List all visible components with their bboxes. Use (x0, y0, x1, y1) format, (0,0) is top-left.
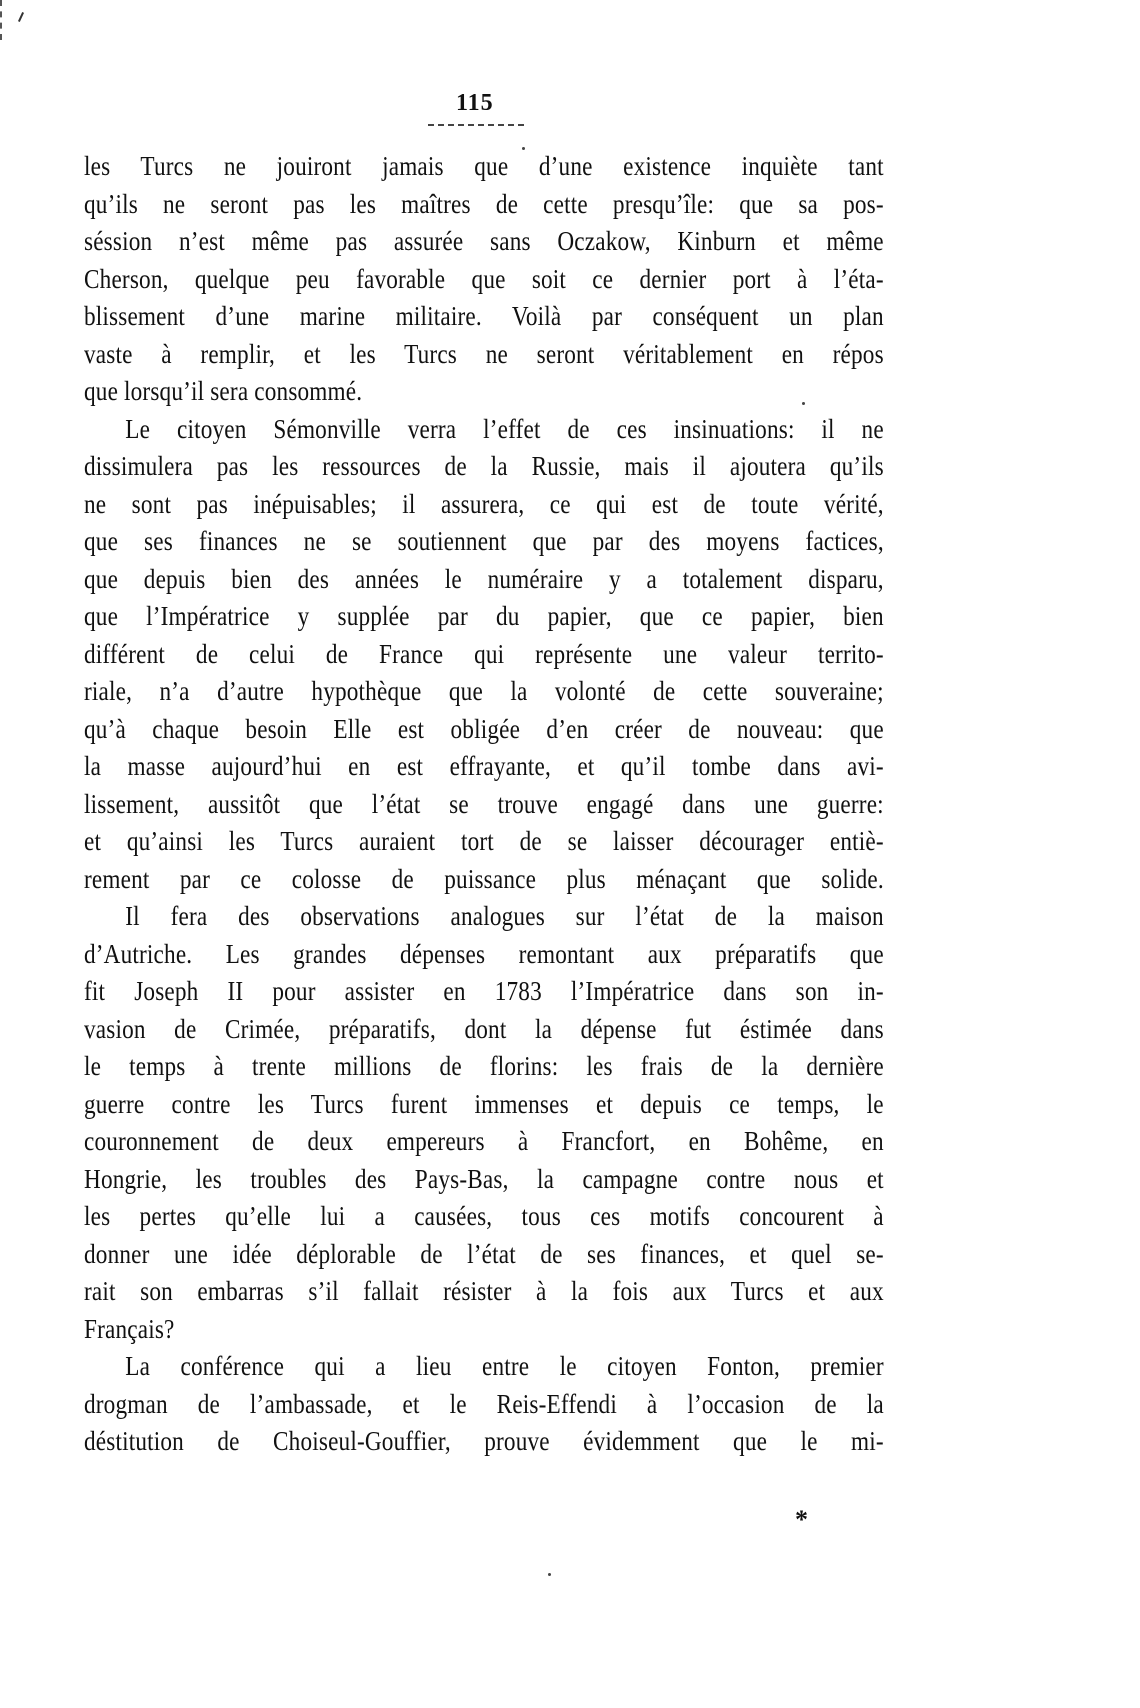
paragraph-start-line: La conférence qui a lieu entre le citoyen Fonton, premier (125, 1351, 884, 1381)
text-line: les pertes qu’elle lui a causées, tous ces motifs concourent à (84, 1201, 884, 1231)
page-number: 115 (456, 90, 494, 116)
text-line: d’Autriche. Les grandes dépenses remontant aux préparatifs que (84, 938, 884, 969)
scan-speck (522, 147, 525, 150)
text-line: guerre contre les Turcs furent immenses et depuis ce temps, le (84, 1088, 884, 1119)
scan-speck (548, 1573, 551, 1576)
text-line: Cherson, quelque peu favorable que soit ce dernier port à l’éta- (84, 263, 884, 294)
scan-edge-artifact (0, 0, 6, 40)
text-line: lissement, aussitôt que l’état se trouve engagé dans une guerre: (84, 788, 884, 819)
text-line: rement par ce colosse de puissance plus ménaçant que solide. (84, 863, 884, 894)
header-rule (428, 124, 524, 126)
text-line: rait son embarras s’il fallait résister à la fois aux Turcs et aux (84, 1276, 884, 1306)
text-line: séssion n’est même pas assurée sans Oczakow, Kinburn et même (84, 226, 884, 256)
text-line: blissement d’une marine militaire. Voilà par conséquent un plan (84, 301, 884, 331)
text-line: donner une idée déplorable de l’état de ses finances, et quel se- (84, 1238, 884, 1269)
text-line: fit Joseph II pour assister en 1783 l’Impératrice dans son in- (84, 976, 884, 1006)
paragraph-start-line: Il fera des observations analogues sur l’état de la maison (125, 901, 884, 931)
scan-mark-artifact (18, 12, 24, 22)
text-line: que lorsqu’il sera consommé. (84, 376, 363, 406)
text-line: couronnement de deux empereurs à Francfort, en Bohême, en (84, 1126, 884, 1156)
paragraph-start-line: Le citoyen Sémonville verra l’effet de ces insinuations: il ne (125, 413, 884, 444)
text-line: le temps à trente millions de florins: les frais de la dernière (84, 1051, 884, 1081)
text-line: ne sont pas inépuisables; il assurera, ce qui est de toute vérité, (84, 488, 884, 519)
text-line: que l’Impératrice y supplée par du papier, que ce papier, bien (84, 601, 884, 631)
text-line: différent de celui de France qui représente une valeur territo- (84, 638, 884, 669)
text-line: déstitution de Choiseul-Gouffier, prouve évidemment que le mi- (84, 1426, 884, 1456)
text-line: que ses finances ne se soutiennent que par des moyens factices, (84, 526, 884, 556)
text-line: qu’ils ne seront pas les maîtres de cette presqu’île: que sa pos- (84, 188, 884, 219)
text-line: Français? (84, 1313, 175, 1344)
body-text (84, 148, 884, 1461)
text-line: vaste à remplir, et les Turcs ne seront véritablement en répos (84, 338, 884, 369)
text-line: Hongrie, les troubles des Pays-Bas, la campagne contre nous et (84, 1163, 884, 1194)
footer-asterisk: * (795, 1505, 808, 1534)
text-line: la masse aujourd’hui en est effrayante, et qu’il tombe dans avi- (84, 751, 884, 781)
scan-speck (802, 402, 805, 405)
text-line: dissimulera pas les ressources de la Russie, mais il ajoutera qu’ils (84, 451, 884, 481)
text-line: et qu’ainsi les Turcs auraient tort de se laisser décourager entiè- (84, 826, 884, 856)
text-line: qu’à chaque besoin Elle est obligée d’en créer de nouveau: que (84, 713, 884, 744)
text-line: que depuis bien des années le numéraire y a totalement disparu, (84, 563, 884, 594)
text-line: riale, n’a d’autre hypothèque que la volonté de cette souveraine; (84, 676, 884, 706)
text-line: vasion de Crimée, préparatifs, dont la dépense fut éstimée dans (84, 1013, 884, 1044)
text-line: les Turcs ne jouiront jamais que d’une existence inquiète tant (84, 151, 884, 181)
text-line: drogman de l’ambassade, et le Reis-Effendi à l’occasion de la (84, 1388, 884, 1419)
